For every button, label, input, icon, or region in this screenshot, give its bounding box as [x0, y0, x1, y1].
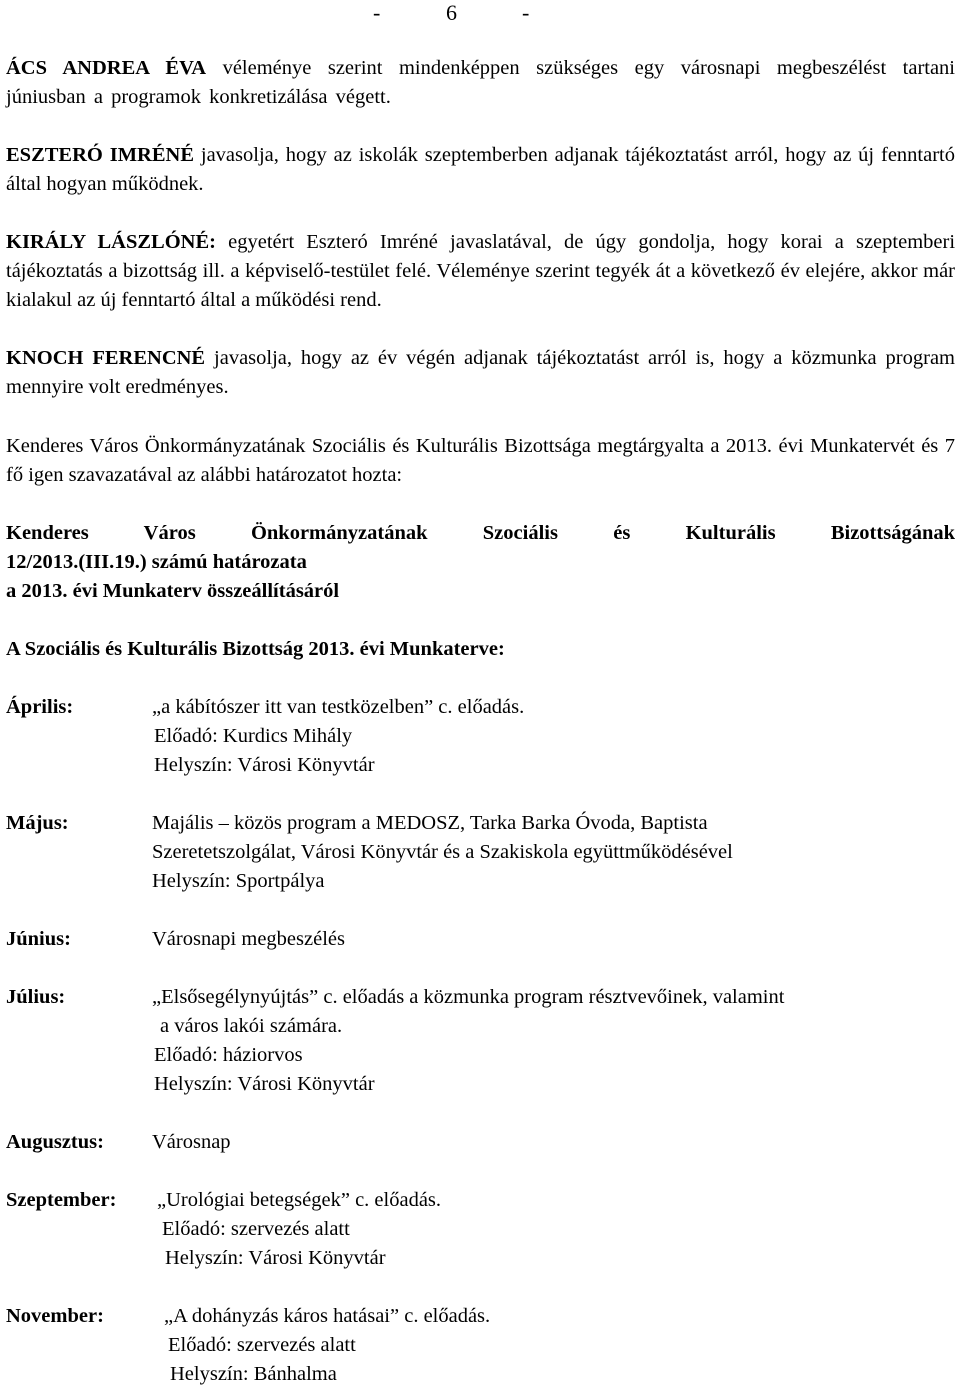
- entry-line: Előadó: Kurdics Mihály: [154, 725, 353, 747]
- entry-line: Előadó: szervezés alatt: [162, 1218, 350, 1240]
- resolution-line-2: 12/2013.(III.19.) számú határozata: [6, 551, 307, 573]
- entry-line: a város lakói számára.: [160, 1015, 343, 1037]
- paragraph-committee-decision: [6, 432, 955, 490]
- month-label: Június:: [6, 928, 71, 950]
- entry-line: Helyszín: Bánhalma: [170, 1363, 337, 1385]
- month-label: November:: [6, 1305, 104, 1327]
- paragraph-text: véleménye szerint mindenképpen szükséges egy városnapi megbeszélést tartani júniusban a programok konkretizálása végett.: [6, 57, 956, 108]
- month-label: Május:: [6, 812, 69, 834]
- month-label: Április:: [6, 696, 74, 718]
- page-number-value: 6: [446, 0, 457, 25]
- page-number-dash-left: -: [373, 0, 381, 25]
- entry-line: Helyszín: Sportpálya: [152, 870, 325, 892]
- paragraph-text: egyetért Eszteró Imréné javaslatával, de úgy gondolja, hogy korai a szeptemberi tájékoztatás a bizottság ill. a képviselő-testület felé. Véleménye szerint tegyék át a következő év elejére, akkor már kialakul az új fenntartó által a működési rend.: [6, 231, 956, 311]
- speaker-name: KIRÁLY LÁSZLÓNÉ:: [6, 231, 216, 253]
- entry-line: Városnapi megbeszélés: [152, 928, 345, 950]
- entry-line: Helyszín: Városi Könyvtár: [165, 1247, 386, 1269]
- speaker-name: KNOCH FERENCNÉ: [6, 347, 206, 369]
- entry-line: Előadó: szervezés alatt: [168, 1334, 356, 1356]
- paragraph-text: Kenderes Város Önkormányzatának Szociális és Kulturális Bizottsága megtárgyalta a 2013. évi Munkatervét és 7 fő igen szavazatával az alábbi határozatot hozta:: [6, 435, 955, 486]
- paragraph-knoch-ferencne: [6, 344, 955, 402]
- month-label: Szeptember:: [6, 1189, 117, 1211]
- resolution-line-1: Kenderes Város Önkormányzatának Szociális és Kulturális Bizottságának: [6, 522, 955, 544]
- entry-line: Előadó: háziorvos: [154, 1044, 303, 1066]
- entry-line: Helyszín: Városi Könyvtár: [154, 754, 375, 776]
- speaker-name: ÁCS ANDREA ÉVA: [6, 57, 207, 79]
- entry-line: Szeretetszolgálat, Városi Könyvtár és a Szakiskola együttműködésével: [152, 841, 733, 863]
- entry-line: „Urológiai betegségek” c. előadás.: [157, 1189, 442, 1211]
- month-label: Augusztus:: [6, 1131, 104, 1153]
- page-number-dash-right: -: [522, 0, 530, 25]
- entry-line: Helyszín: Városi Könyvtár: [154, 1073, 375, 1095]
- speaker-name: ESZTERÓ IMRÉNÉ: [6, 144, 195, 166]
- paragraph-acs-andrea-eva: [6, 54, 955, 112]
- resolution-line-3: a 2013. évi Munkaterv összeállításáról: [6, 580, 340, 602]
- paragraph-text: javasolja, hogy az iskolák szeptemberben adjanak tájékoztatást arról, hogy az új fenntartó által hogyan működnek.: [6, 144, 955, 195]
- plan-title: A Szociális és Kulturális Bizottság 2013. évi Munkaterve:: [6, 638, 505, 660]
- entry-line: „Elsősegélynyújtás” c. előadás a közmunka program résztvevőinek, valamint: [152, 986, 785, 1008]
- month-label: Július:: [6, 986, 66, 1008]
- entry-line: Majális – közös program a MEDOSZ, Tarka Barka Óvoda, Baptista: [152, 812, 708, 834]
- entry-line: „A dohányzás káros hatásai” c. előadás.: [164, 1305, 491, 1327]
- paragraph-eszterro-imrene: [6, 141, 955, 199]
- paragraph-kiraly-laszlone: [6, 228, 955, 315]
- entry-line: Városnap: [152, 1131, 231, 1153]
- entry-line: „a kábítószer itt van testközelben” c. előadás.: [152, 696, 525, 718]
- paragraph-text: javasolja, hogy az év végén adjanak tájékoztatást arról is, hogy a közmunka program mennyire volt eredményes.: [6, 347, 956, 398]
